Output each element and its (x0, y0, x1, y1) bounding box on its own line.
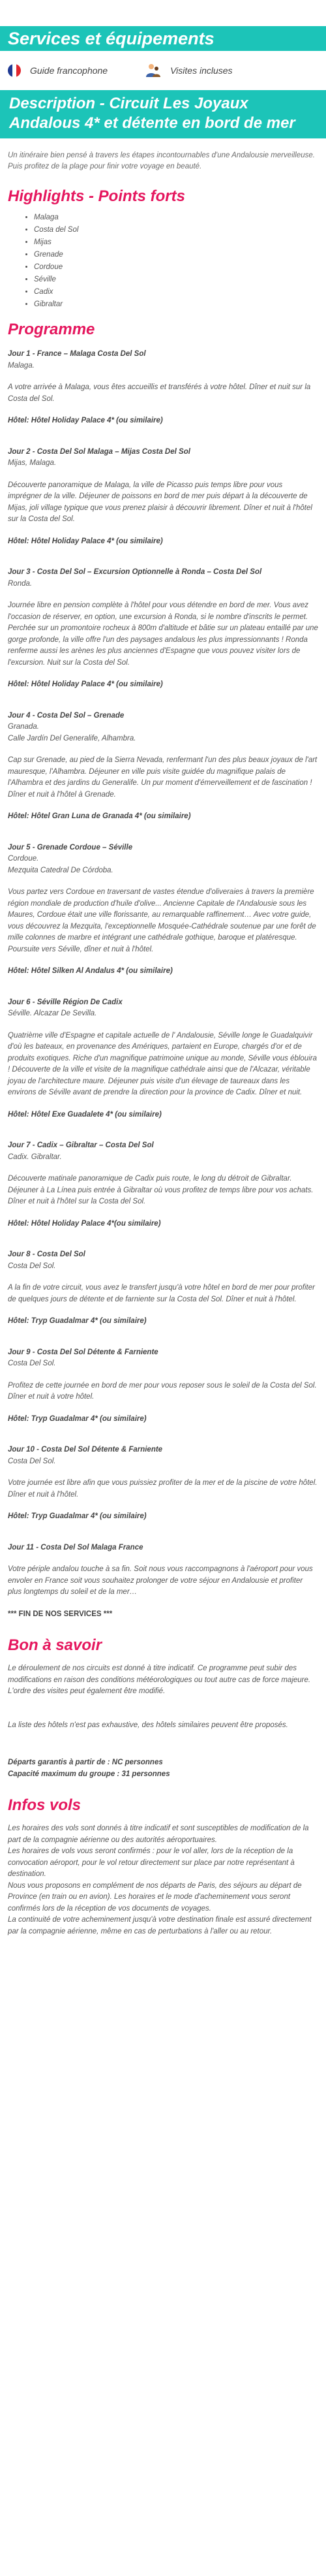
day-text: Vous partez vers Cordoue en traversant de vastes étendue d'oliveraies à travers la première région mondiale de production d'huile d'olive... Ancienne Capitale de l'Andalousie sous les Maures, Cordoue était une ville florissante, au remarquable raffinement… Avec votre guide, vous découvrez la Mezquita, l'exceptionnelle Mosquée-Cathédrale soutenue par une forêt de mille colonnes de marbre et intégrant une cathédrale gothique, baroque et platéresque. Poursuite vers Séville, dîner et nuit à l'hôtel. (8, 888, 316, 953)
day-text: Cap sur Grenade, au pied de la Sierra Nevada, renfermant l'un des plus beaux joyaux de l'art mauresque, l'Alhambra. Déjeuner en ville puis visite guidée du magnifique palais de l'Alhambra et des jardins du Generalife. Un pur moment d'émerveillement et de fascination ! Dîner et nuit à l'hôtel à Grenade. (8, 756, 318, 799)
list-item: • Cordoue (34, 261, 326, 274)
day-header (8, 997, 318, 1020)
list-item: • Grenade (34, 249, 326, 261)
day-text: Quatrième ville d'Espagne et capitale actuelle de l' Andalousie, Séville longe le Guadalquivir d'où les bateaux, en provenance des Amériques, partaient en Europe, chargés d'or et de produits exotiques. Riche d'un magnifique patrimoine unique au monde, Séville vous éblouira ! Découverte de la ville et visite de la magnifique cathédrale ainsi que de l'Alcazar, véritable joyau de l'architecture maure. Déjeuner puis visite d'un élevage de taureaux dans les environs de Séville avant de prendre la direction pour la province de Cadix. Dîner et nuit. (8, 1031, 317, 1096)
infos-vols-body (0, 1815, 326, 1937)
bon-a-savoir-p1: Le déroulement de nos circuits est donné à titre indicatif. Ce programme peut subir des modifications en raison des conditions météorologiques ou tout autre cas de force majeure. L'ordre des visites peut également être modifié. (8, 1664, 311, 1695)
description-intro: Un itinéraire bien pensé à travers les étapes incontournables d'une Andalousie merveilleuse. Puis profitez de la plage pour finir votre voyage en beauté. (8, 151, 315, 170)
capacite-max: Capacité maximum du groupe : 31 personnes (8, 1770, 170, 1778)
day-hotel: Hôtel: Hôtel Holiday Palace 4* (ou similaire) (8, 417, 163, 424)
bon-a-savoir-title: Bon à savoir (8, 1636, 102, 1654)
day-subtitle: Malaga. (8, 361, 35, 370)
page (0, 26, 326, 1937)
list-item: • Mijas (34, 236, 326, 249)
day-text: A votre arrivée à Malaga, vous êtes accueillis et transférés à votre hôtel. Dîner et nuit sur la Costa del Sol. (8, 383, 311, 403)
day-title: Jour 5 - Grenade Cordoue – Séville (8, 843, 133, 851)
day-title: Jour 6 - Séville Région De Cadix (8, 998, 123, 1006)
day-text: Journée libre en pension complète à l'hôtel pour vous détendre en bord de mer. Vous avez l'occasion de réserver, en option, une excursion à Ronda, si le nombre d'inscrits le permet. Perchée sur un promontoire rocheux à 800m d'altitude et bâtie sur un plateau entaillé par une gorge profonde, la ville offre l'un des paysages andalous les plus impressionnants ! Ronda renferme aussi les arènes les plus anciennes d'Espagne que vous pouvez visiter lors de l'excursion. Nuit sur la Costa del Sol. (8, 601, 318, 667)
day-title: Jour 2 - Costa Del Sol Malaga – Mijas Costa Del Sol (8, 447, 190, 456)
service-visits-label: Visites incluses (170, 65, 233, 76)
day-hotel: Hôtel: Tryp Guadalmar 4* (ou similaire) (8, 1414, 147, 1423)
bon-a-savoir-body (0, 1655, 326, 1780)
day-title: Jour 1 - France – Malaga Costa Del Sol (8, 350, 146, 358)
services-banner: Services et équipements (0, 26, 326, 51)
visit-people-icon (145, 63, 161, 78)
list-item: • Malaga (34, 212, 326, 224)
day-hotel: Hôtel: Hôtel Silken Al Andalus 4* (ou similaire) (8, 967, 173, 975)
day-header (8, 349, 318, 372)
day-subtitle: Séville. Alcazar De Sevilla. (8, 1010, 97, 1017)
day-subtitle: Costa Del Sol. (8, 1457, 56, 1465)
day-hotel: Hôtel: Hôtel Exe Guadalete 4* (ou similaire) (8, 1110, 162, 1119)
list-item: • Séville (34, 274, 326, 286)
day-header (8, 1249, 318, 1272)
infos-vols-title: Infos vols (8, 1796, 82, 1814)
day-header (8, 1140, 318, 1163)
service-visits (145, 63, 232, 78)
day-subtitle: Cadix. Gibraltar. (8, 1153, 62, 1161)
list-item: • Costa del Sol (34, 224, 326, 236)
day-subtitle: Ronda. (8, 579, 33, 588)
day-text: Votre journée est libre afin que vous puissiez profiter de la mer et de la piscine de votre hôtel. Dîner et nuit à l'hôtel. (8, 1479, 318, 1499)
day-header (8, 1542, 318, 1554)
programme-title: Programme (8, 321, 95, 338)
day-header (8, 1444, 318, 1467)
departs-garantis: Départs garantis à partir de : NC personnes (8, 1758, 163, 1766)
french-flag-icon (8, 64, 21, 77)
day-title: Jour 4 - Costa Del Sol – Grenade (8, 711, 125, 720)
highlights-title: Highlights - Points forts (8, 187, 185, 205)
day-text: Votre périple andalou touche à sa fin. Soit nous vous raccompagnons à l'aéroport pour vous envoler en France soit vous souhaitez prolonger de votre séjour en Andalousie et profiter plus longtemps du soleil et de la mer… (8, 1565, 313, 1596)
day-text: Découverte panoramique de Malaga, la ville de Picasso puis temps libre pour vous imprégner de la ville. Déjeuner de poissons en bord de mer puis départ à la découverte de Mijas, joli village typique que vous prenez plaisir à découvrir librement. Dîner et nuit à l'hôtel sur la Costa del Sol. (8, 481, 312, 523)
description-banner: Description - Circuit Les Joyaux Andalous 4* et détente en bord de mer (0, 90, 326, 138)
infos-vols-text: Les horaires des vols sont donnés à titre indicatif et sont susceptibles de modification de la part de la compagnie aérienne ou des autorités aéroportuaires. Les horaires de vols vous seront confirmés : pour le vol aller, lors de la réception de la convocation aéroport, pour le vol retour directement sur place par notre représentant à destination. Nous vous proposons en complément de nos départs de Paris, des séjours au départ de Province (en train ou en avion). Les horaires et le mode d'acheminement vous seront confirmés lors de la réception de vos documents de voyages. La continuité de votre acheminement jusqu'à votre destination finale est assuré directement par la compagnie aérienne, même en cas de perturbations à l'aller ou au retour. (8, 1824, 312, 1935)
day-header (8, 710, 318, 745)
day-hotel: Hôtel: Tryp Guadalmar 4* (ou similaire) (8, 1512, 147, 1520)
list-item: • Gibraltar (34, 298, 326, 311)
service-guide-label: Guide francophone (30, 65, 108, 76)
day-title: Jour 11 - Costa Del Sol Malaga France (8, 1543, 143, 1551)
day-subtitle: Cordoue. Mezquita Catedral De Córdoba. (8, 855, 113, 874)
day-title: Jour 8 - Costa Del Sol (8, 1250, 85, 1258)
day-title: Jour 9 - Costa Del Sol Détente & Farniente (8, 1348, 158, 1356)
day-hotel: Hôtel: Hôtel Gran Luna de Granada 4* (ou similaire) (8, 812, 191, 820)
list-item: • Cadix (34, 286, 326, 298)
day-hotel: Hôtel: Hôtel Holiday Palace 4* (ou similaire) (8, 680, 163, 688)
day-header (8, 842, 318, 877)
service-guide (8, 64, 108, 77)
day-title: Jour 7 - Cadix – Gibraltar – Costa Del Sol (8, 1141, 154, 1149)
day-text: Profitez de cette journée en bord de mer pour vous reposer sous le soleil de la Costa del Sol. Dîner et nuit à votre hôtel. (8, 1381, 317, 1401)
day-hotel: Hôtel: Tryp Guadalmar 4* (ou similaire) (8, 1317, 147, 1325)
end-of-services: *** FIN DE NOS SERVICES *** (8, 1610, 113, 1618)
day-subtitle: Granada. Calle Jardín Del Generalife, Alhambra. (8, 723, 136, 742)
day-title: Jour 10 - Costa Del Sol Détente & Farniente (8, 1446, 163, 1454)
programme-days (0, 340, 326, 1620)
day-header (8, 447, 318, 469)
day-header (8, 1347, 318, 1370)
services-row (0, 51, 326, 90)
day-subtitle: Costa Del Sol. (8, 1360, 56, 1367)
highlights-list (0, 212, 326, 311)
bon-a-savoir-p2: La liste des hôtels n'est pas exhaustive, des hôtels similaires peuvent être proposés. (8, 1721, 288, 1729)
day-title: Jour 3 - Costa Del Sol – Excursion Optionnelle à Ronda – Costa Del Sol (8, 568, 262, 576)
day-text: A la fin de votre circuit, vous avez le transfert jusqu'à votre hôtel en bord de mer pour profiter de quelques jours de détente et de farniente sur la Costa del Sol. Dîner et nuit à l'hôtel. (8, 1284, 315, 1303)
day-hotel: Hôtel: Hôtel Holiday Palace 4* (ou similaire) (8, 537, 163, 545)
day-text: Découverte matinale panoramique de Cadix puis route, le long du détroit de Gibraltar. Déjeuner à La Línea puis entrée à Gibraltar où vous profitez de temps libre pour vos achats. Dîner et nuit à l'hôtel sur la Costa del Sol. (8, 1175, 314, 1205)
day-subtitle: Mijas, Malaga. (8, 459, 57, 467)
day-header (8, 567, 318, 590)
day-hotel: Hôtel: Hôtel Holiday Palace 4*(ou similaire) (8, 1219, 161, 1228)
day-subtitle: Costa Del Sol. (8, 1262, 56, 1270)
